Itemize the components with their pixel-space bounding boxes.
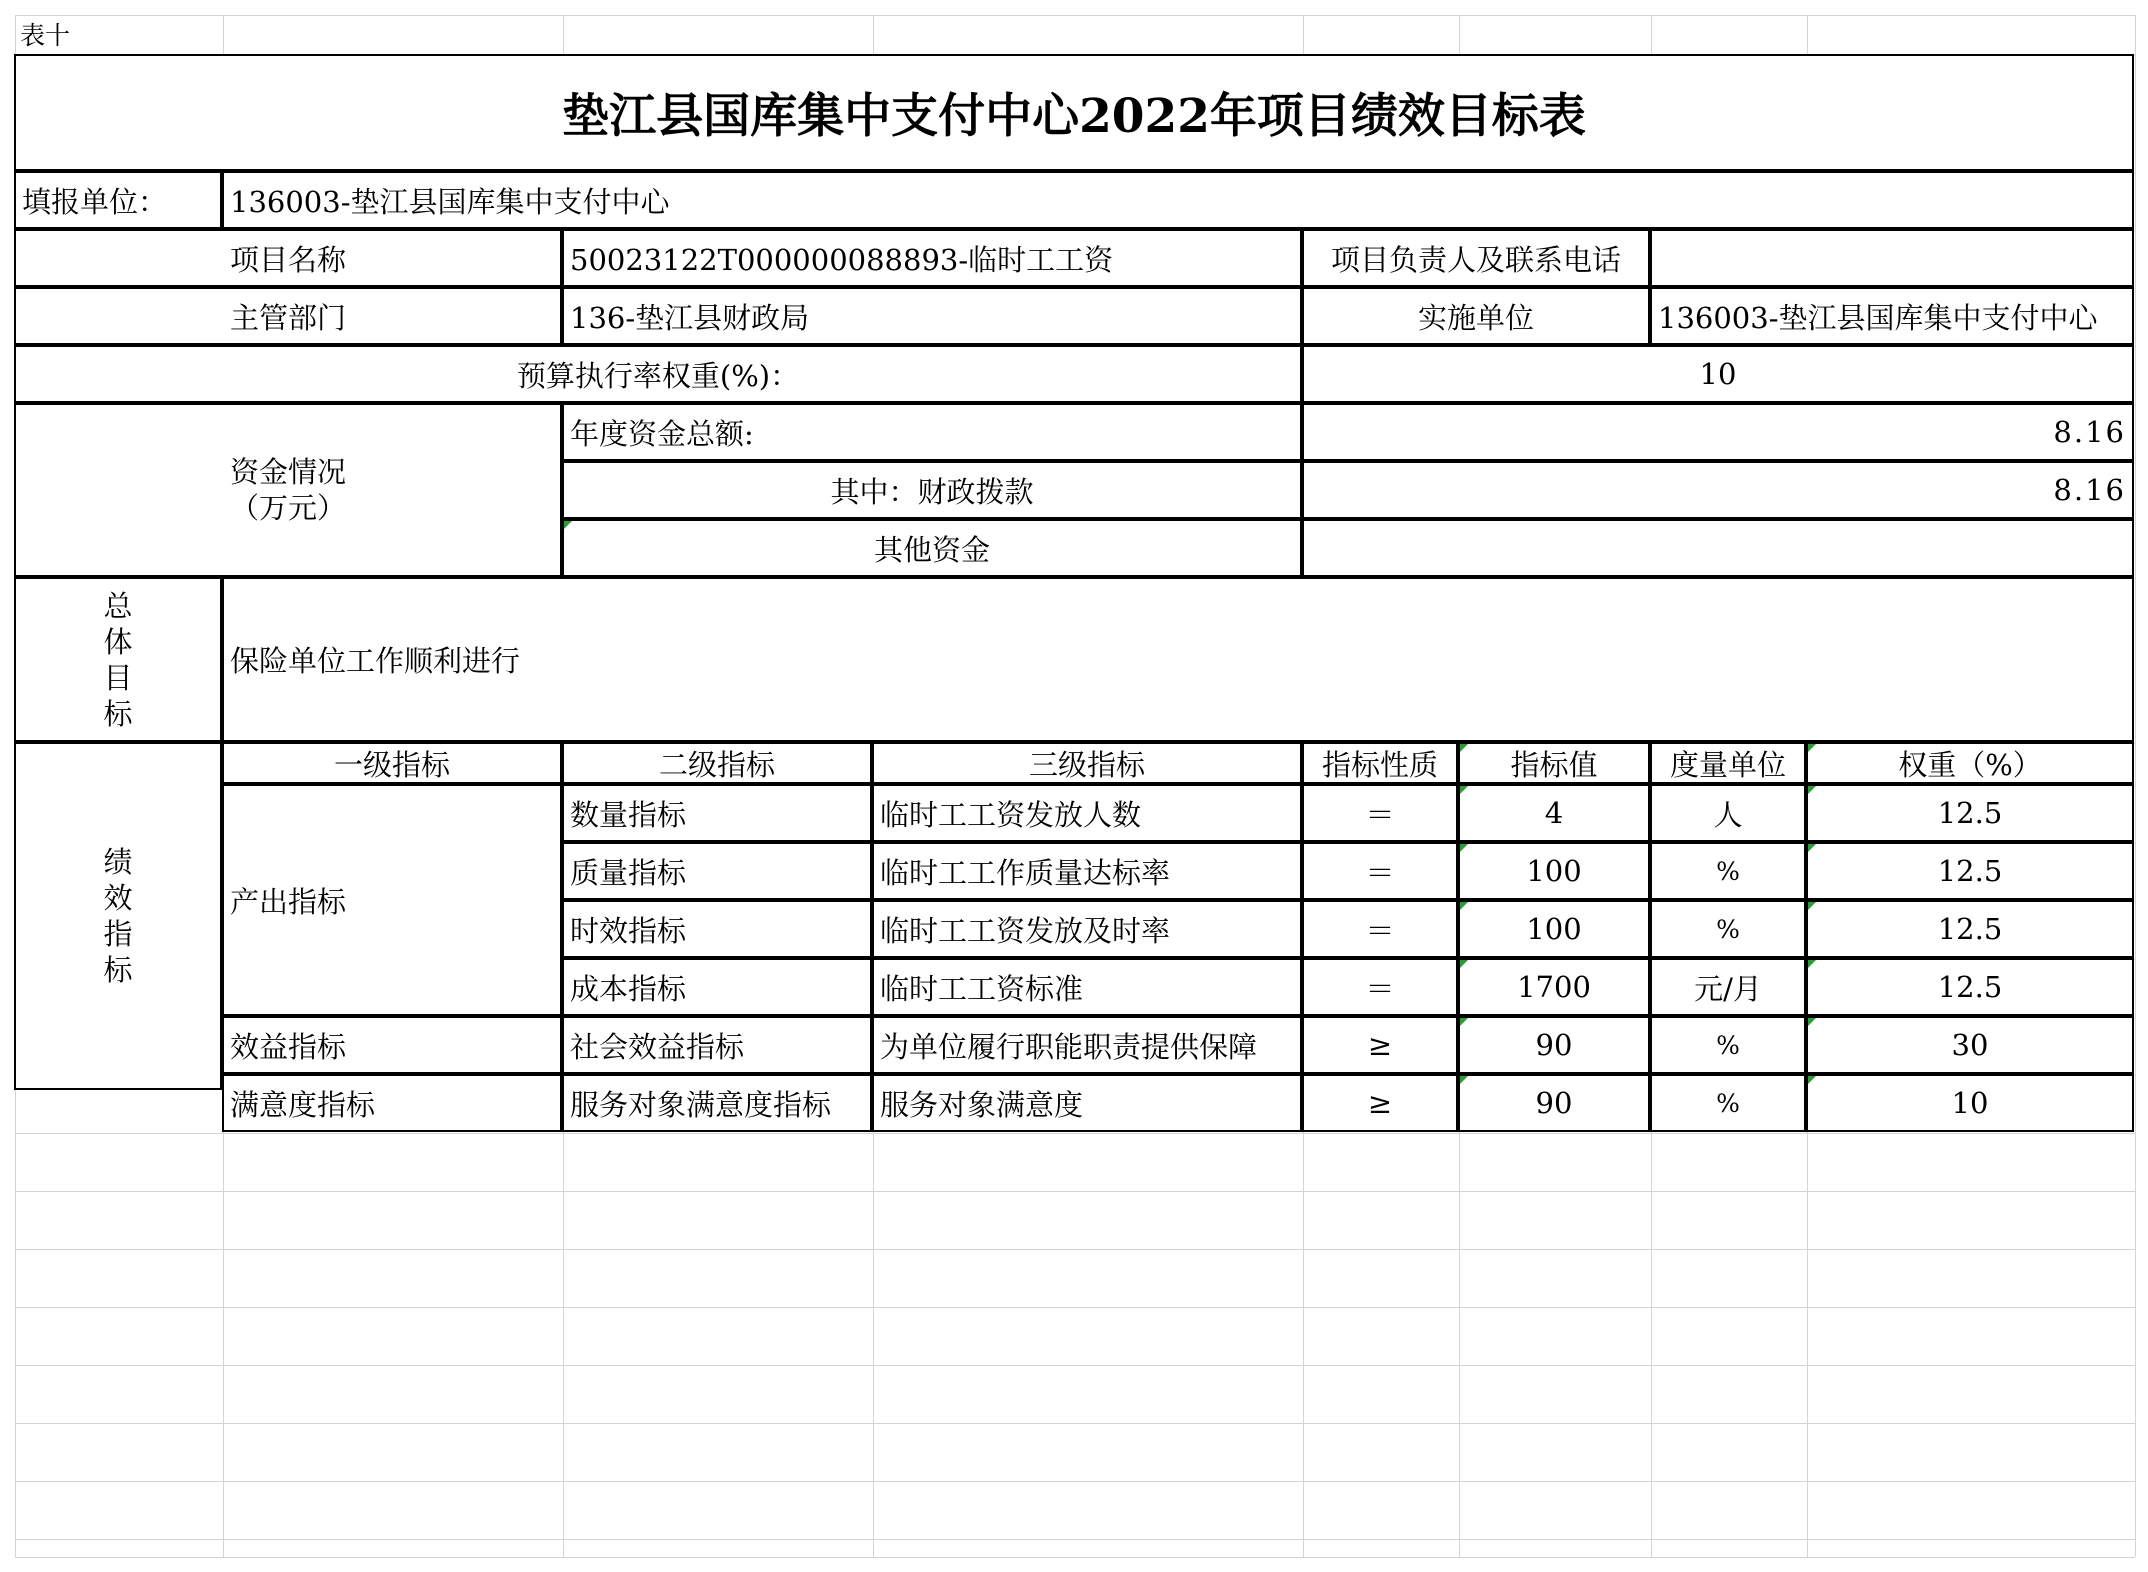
project-name-label[interactable]: 项目名称 (14, 229, 562, 287)
budget-rate-label[interactable]: 预算执行率权重(%)： (14, 345, 1302, 403)
indicator-nature-cell[interactable]: ≥ (1302, 1074, 1458, 1132)
indicator-l2-cell[interactable]: 服务对象满意度指标 (562, 1074, 872, 1132)
sheet-label[interactable]: 表十 (20, 21, 71, 50)
indicator-nature-cell[interactable]: ＝ (1302, 784, 1458, 842)
indicator-unit-cell[interactable]: % (1650, 842, 1806, 900)
level1-benefit[interactable]: 效益指标 (222, 1016, 562, 1074)
department-label[interactable]: 主管部门 (14, 287, 562, 345)
fiscal-appropriation-label[interactable]: 其中：财政拨款 (562, 461, 1302, 519)
indicator-header-value[interactable]: 指标值 (1458, 742, 1650, 784)
indicator-l3-cell[interactable]: 临时工工资发放及时率 (872, 900, 1302, 958)
project-name-value[interactable]: 50023122T000000088893-临时工工资 (562, 229, 1302, 287)
indicators-label-char: 指 (103, 917, 133, 951)
indicator-unit-cell[interactable]: % (1650, 1074, 1806, 1132)
funds-label-line2: （万元） (229, 491, 346, 525)
indicator-l2-cell[interactable]: 时效指标 (562, 900, 872, 958)
indicator-unit-cell[interactable]: % (1650, 1016, 1806, 1074)
annual-total-label[interactable]: 年度资金总额: (562, 403, 1302, 461)
indicator-header-level3[interactable]: 三级指标 (872, 742, 1302, 784)
indicator-l3-cell[interactable]: 临时工工资标准 (872, 958, 1302, 1016)
indicator-unit-cell[interactable]: 人 (1650, 784, 1806, 842)
overall-goal-text[interactable]: 保险单位工作顺利进行 (222, 577, 2134, 742)
performance-target-table (15, 15, 2135, 1557)
indicator-value-cell[interactable]: 90 (1458, 1074, 1650, 1132)
indicator-weight-cell[interactable]: 30 (1806, 1016, 2134, 1074)
performance-indicators-label[interactable] (14, 742, 222, 1090)
reporting-unit-value[interactable]: 136003-垫江县国库集中支付中心 (222, 171, 2134, 229)
overall-goal-label-char: 目 (103, 660, 133, 695)
indicator-l3-cell[interactable]: 服务对象满意度 (872, 1074, 1302, 1132)
reporting-unit-label[interactable]: 填报单位： (14, 171, 222, 229)
overall-goal-label-char: 总 (103, 588, 133, 623)
overall-goal-label[interactable] (14, 577, 222, 742)
indicator-l3-cell[interactable]: 为单位履行职能职责提供保障 (872, 1016, 1302, 1074)
indicator-nature-cell[interactable]: ＝ (1302, 900, 1458, 958)
implementing-unit-label[interactable]: 实施单位 (1302, 287, 1650, 345)
indicator-value-cell[interactable]: 100 (1458, 900, 1650, 958)
indicator-nature-cell[interactable]: ＝ (1302, 842, 1458, 900)
indicator-weight-cell[interactable]: 10 (1806, 1074, 2134, 1132)
indicator-l3-cell[interactable]: 临时工工作质量达标率 (872, 842, 1302, 900)
spreadsheet-sheet (15, 15, 2135, 1557)
project-owner-label[interactable]: 项目负责人及联系电话 (1302, 229, 1650, 287)
gridline-horizontal (15, 1557, 2135, 1558)
indicator-value-cell[interactable]: 90 (1458, 1016, 1650, 1074)
indicators-label-char: 标 (103, 953, 133, 987)
indicator-weight-cell[interactable]: 12.5 (1806, 842, 2134, 900)
level1-satisfaction[interactable]: 满意度指标 (222, 1074, 562, 1132)
implementing-unit-value[interactable]: 136003-垫江县国库集中支付中心 (1650, 287, 2134, 345)
indicator-value-cell[interactable]: 1700 (1458, 958, 1650, 1016)
funds-label-line1: 资金情况 (229, 455, 346, 489)
indicator-header-unit[interactable]: 度量单位 (1650, 742, 1806, 784)
indicator-unit-cell[interactable]: % (1650, 900, 1806, 958)
indicator-l2-cell[interactable]: 社会效益指标 (562, 1016, 872, 1074)
indicator-weight-cell[interactable]: 12.5 (1806, 900, 2134, 958)
project-owner-value[interactable] (1650, 229, 2134, 287)
indicator-nature-cell[interactable]: ＝ (1302, 958, 1458, 1016)
indicator-weight-cell[interactable]: 12.5 (1806, 958, 2134, 1016)
funds-label[interactable] (14, 403, 562, 577)
budget-rate-value[interactable]: 10 (1302, 345, 2134, 403)
indicator-nature-cell[interactable]: ≥ (1302, 1016, 1458, 1074)
fiscal-appropriation-value[interactable]: 8.16 (1302, 461, 2134, 519)
overall-goal-label-char: 标 (103, 696, 133, 731)
indicator-value-cell[interactable]: 100 (1458, 842, 1650, 900)
other-funds-value[interactable] (1302, 519, 2134, 577)
indicator-l2-cell[interactable]: 成本指标 (562, 958, 872, 1016)
other-funds-label[interactable]: 其他资金 (562, 519, 1302, 577)
annual-total-value[interactable]: 8.16 (1302, 403, 2134, 461)
indicator-l2-cell[interactable]: 数量指标 (562, 784, 872, 842)
gridline-vertical (2135, 15, 2136, 1557)
indicator-l2-cell[interactable]: 质量指标 (562, 842, 872, 900)
indicator-header-weight[interactable]: 权重（%） (1806, 742, 2134, 784)
indicator-unit-cell[interactable]: 元/月 (1650, 958, 1806, 1016)
indicator-value-cell[interactable]: 4 (1458, 784, 1650, 842)
indicators-label-char: 绩 (103, 845, 133, 879)
indicators-label-char: 效 (103, 881, 133, 915)
indicator-header-level2[interactable]: 二级指标 (562, 742, 872, 784)
page-title[interactable]: 垫江县国库集中支付中心2022年项目绩效目标表 (14, 54, 2134, 171)
indicator-header-level1[interactable]: 一级指标 (222, 742, 562, 784)
level1-output[interactable]: 产出指标 (222, 784, 562, 1016)
overall-goal-label-char: 体 (103, 624, 133, 659)
department-value[interactable]: 136-垫江县财政局 (562, 287, 1302, 345)
indicator-l3-cell[interactable]: 临时工工资发放人数 (872, 784, 1302, 842)
indicator-weight-cell[interactable]: 12.5 (1806, 784, 2134, 842)
indicator-header-nature[interactable]: 指标性质 (1302, 742, 1458, 784)
